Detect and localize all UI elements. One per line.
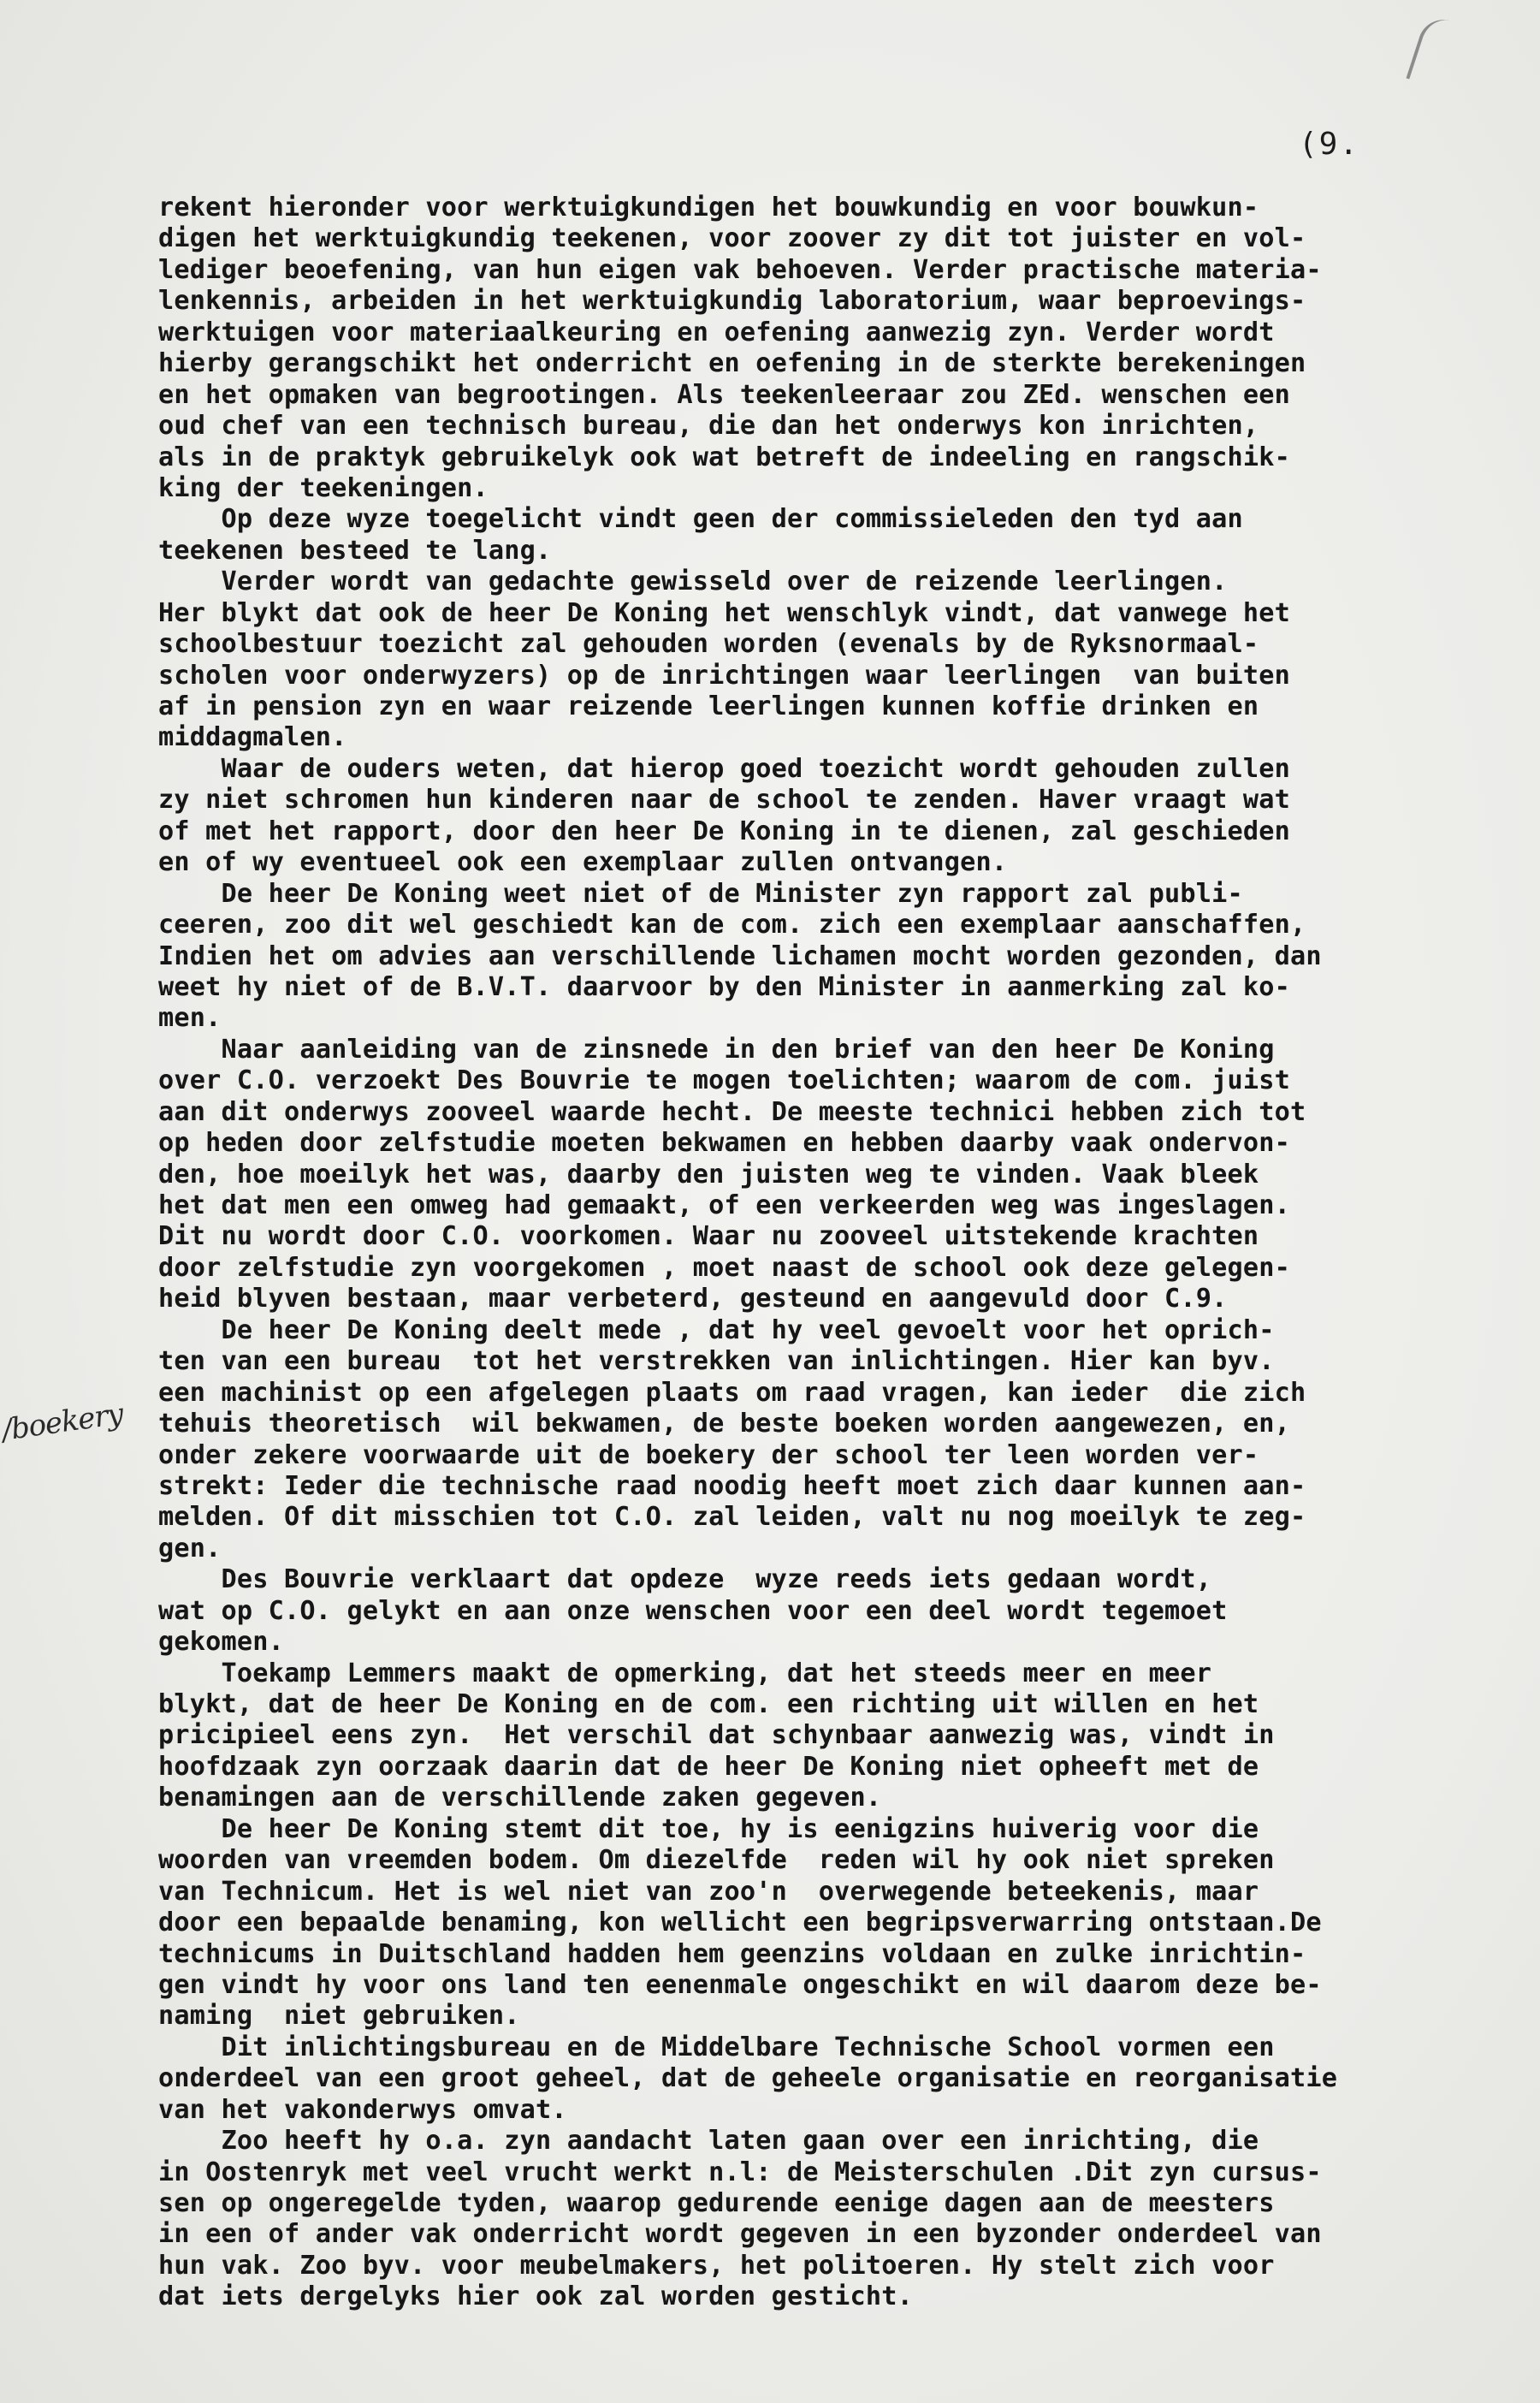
text-line: woorden van vreemden bodem. Om diezelfde reden wil hy ook niet spreken bbox=[158, 1845, 1275, 1876]
text-line: den, hoe moeilyk het was, daarby den juisten weg te vinden. Vaak bleek bbox=[158, 1159, 1259, 1190]
text-line: door zelfstudie zyn voorgekomen , moet naast de school ook deze gelegen- bbox=[158, 1252, 1290, 1283]
handwritten-margin-note: /boekery bbox=[0, 1397, 126, 1448]
text-line: lenkennis, arbeiden in het werktuigkundig laboratorium, waar beproevings- bbox=[158, 286, 1306, 317]
text-line: gekomen. bbox=[158, 1627, 284, 1658]
text-line: benamingen aan de verschillende zaken gegeven. bbox=[158, 1783, 882, 1813]
text-line: heid blyven bestaan, maar verbeterd, gesteund en aangevuld door C.9. bbox=[158, 1284, 1228, 1314]
text-line: pricipieel eens zyn. Het verschil dat schynbaar aanwezig was, vindt in bbox=[158, 1720, 1275, 1751]
text-line: De heer De Koning deelt mede , dat hy veel gevoelt voor het oprich- bbox=[158, 1314, 1275, 1345]
text-line: als in de praktyk gebruikelyk ook wat betreft de indeeling en rangschik- bbox=[158, 442, 1290, 472]
text-line: Indien het om advies aan verschillende lichamen mocht worden gezonden, dan bbox=[158, 940, 1322, 971]
text-line: wat op C.O. gelykt en aan onze wenschen voor een deel wordt tegemoet bbox=[158, 1595, 1228, 1626]
text-line: tehuis theoretisch wil bekwamen, de beste boeken worden aangewezen, en, bbox=[158, 1409, 1290, 1439]
text-line: zy niet schromen hun kinderen naar de school te zenden. Haver vraagt wat bbox=[158, 785, 1290, 816]
text-line: in Oostenryk met veel vrucht werkt n.l: de Meisterschulen .Dit zyn cursus- bbox=[158, 2157, 1322, 2187]
text-line: Op deze wyze toegelicht vindt geen der commissieleden den tyd aan bbox=[158, 504, 1243, 535]
text-line: De heer De Koning stemt dit toe, hy is eenigzins huiverig voor die bbox=[158, 1813, 1259, 1844]
text-line: Waar de ouders weten, dat hierop goed toezicht wordt gehouden zullen bbox=[158, 753, 1290, 784]
text-line: Naar aanleiding van de zinsnede in den brief van den heer De Koning bbox=[158, 1034, 1275, 1065]
text-line: weet hy niet of de B.V.T. daarvoor by den Minister in aanmerking zal ko- bbox=[158, 971, 1290, 1002]
text-line: De heer De Koning weet niet of de Minister zyn rapport zal publi- bbox=[158, 878, 1243, 909]
text-line: melden. Of dit misschien tot C.O. zal leiden, valt nu nog moeilyk te zeg- bbox=[158, 1502, 1306, 1533]
text-line: Des Bouvrie verklaart dat opdeze wyze reeds iets gedaan wordt, bbox=[158, 1564, 1212, 1595]
pencil-corner-mark bbox=[1406, 13, 1451, 86]
text-line: ten van een bureau tot het verstrekken van inlichtingen. Hier kan byv. bbox=[158, 1346, 1275, 1377]
text-line: Toekamp Lemmers maakt de opmerking, dat het steeds meer en meer bbox=[158, 1658, 1212, 1688]
text-line: oud chef van een technisch bureau, die dan het onderwys kon inrichten, bbox=[158, 411, 1259, 442]
text-line: over C.O. verzoekt Des Bouvrie te mogen toelichten; waarom de com. juist bbox=[158, 1065, 1290, 1096]
text-line: lediger beoefening, van hun eigen vak behoeven. Verder practische materia- bbox=[158, 254, 1322, 285]
text-line: digen het werktuigkundig teekenen, voor zoover zy dit tot juister en vol- bbox=[158, 223, 1306, 254]
text-line: sen op ongeregelde tyden, waarop gedurende eenige dagen aan de meesters bbox=[158, 2188, 1275, 2218]
text-line: of met het rapport, door den heer De Koning in te dienen, zal geschieden bbox=[158, 816, 1290, 846]
text-line: ceeren, zoo dit wel geschiedt kan de com. zich een exemplaar aanschaffen, bbox=[158, 910, 1306, 940]
text-line: van het vakonderwys omvat. bbox=[158, 2094, 567, 2125]
text-line: hoofdzaak zyn oorzaak daarin dat de heer De Koning niet opheeft met de bbox=[158, 1751, 1259, 1782]
text-line: teekenen besteed te lang. bbox=[158, 535, 552, 566]
text-line: Dit nu wordt door C.O. voorkomen. Waar nu zooveel uitstekende krachten bbox=[158, 1221, 1259, 1252]
text-line: en het opmaken van begrootingen. Als teekenleeraar zou ZEd. wenschen een bbox=[158, 379, 1290, 410]
text-line: onder zekere voorwaarde uit de boekery der school ter leen worden ver- bbox=[158, 1439, 1259, 1470]
text-line: rekent hieronder voor werktuigkundigen het bouwkundig en voor bouwkun- bbox=[158, 193, 1259, 222]
text-line: naming niet gebruiken. bbox=[158, 2001, 520, 2032]
typescript-body bbox=[158, 193, 1502, 2313]
text-line: onderdeel van een groot geheel, dat de geheele organisatie en reorganisatie bbox=[158, 2063, 1338, 2094]
text-line: Dit inlichtingsbureau en de Middelbare Technische School vormen een bbox=[158, 2032, 1275, 2062]
text-line: hierby gerangschikt het onderricht en oefening in de sterkte berekeningen bbox=[158, 348, 1306, 379]
text-line: strekt: Ieder die technische raad noodig heeft moet zich daar kunnen aan- bbox=[158, 1470, 1306, 1501]
text-line: gen vindt hy voor ons land ten eenenmale ongeschikt en wil daarom deze be- bbox=[158, 1969, 1322, 2000]
text-line: werktuigen voor materiaalkeuring en oefening aanwezig zyn. Verder wordt bbox=[158, 317, 1275, 347]
text-line: men. bbox=[158, 1003, 222, 1034]
text-line: het dat men een omweg had gemaakt, of een verkeerden weg was ingeslagen. bbox=[158, 1190, 1290, 1220]
text-line: en of wy eventueel ook een exemplaar zullen ontvangen. bbox=[158, 847, 1008, 878]
text-line: king der teekeningen. bbox=[158, 472, 489, 503]
text-line: Her blykt dat ook de heer De Koning het wenschlyk vindt, dat vanwege het bbox=[158, 597, 1290, 628]
text-line: technicums in Duitschland hadden hem geenzins voldaan en zulke inrichtin- bbox=[158, 1938, 1306, 1969]
text-line: een machinist op een afgelegen plaats om raad vragen, kan ieder die zich bbox=[158, 1377, 1306, 1408]
text-line: gen. bbox=[158, 1533, 222, 1563]
text-line: schoolbestuur toezicht zal gehouden worden (evenals by de Ryksnormaal- bbox=[158, 629, 1259, 660]
text-line: middagmalen. bbox=[158, 722, 347, 753]
text-line: af in pension zyn en waar reizende leerlingen kunnen koffie drinken en bbox=[158, 691, 1259, 721]
text-line: dat iets dergelyks hier ook zal worden gesticht. bbox=[158, 2281, 913, 2312]
text-line: van Technicum. Het is wel niet van zoo'n overwegende beteekenis, maar bbox=[158, 1876, 1259, 1907]
page-number: (9. bbox=[1299, 127, 1360, 162]
text-line: Verder wordt van gedachte gewisseld over de reizende leerlingen. bbox=[158, 567, 1228, 597]
text-line: Zoo heeft hy o.a. zyn aandacht laten gaan over een inrichting, die bbox=[158, 2126, 1259, 2157]
text-line: in een of ander vak onderricht wordt gegeven in een byzonder onderdeel van bbox=[158, 2219, 1322, 2250]
text-line: aan dit onderwys zooveel waarde hecht. De meeste technici hebben zich tot bbox=[158, 1096, 1306, 1127]
text-line: op heden door zelfstudie moeten bekwamen en hebben daarby vaak ondervon- bbox=[158, 1128, 1290, 1159]
text-line: door een bepaalde benaming, kon wellicht een begripsverwarring ontstaan.De bbox=[158, 1908, 1322, 1938]
text-line: blykt, dat de heer De Koning en de com. een richting uit willen en het bbox=[158, 1689, 1259, 1719]
text-line: hun vak. Zoo byv. voor meubelmakers, het politoeren. Hy stelt zich voor bbox=[158, 2250, 1275, 2281]
text-line: scholen voor onderwyzers) op de inrichtingen waar leerlingen van buiten bbox=[158, 660, 1290, 691]
